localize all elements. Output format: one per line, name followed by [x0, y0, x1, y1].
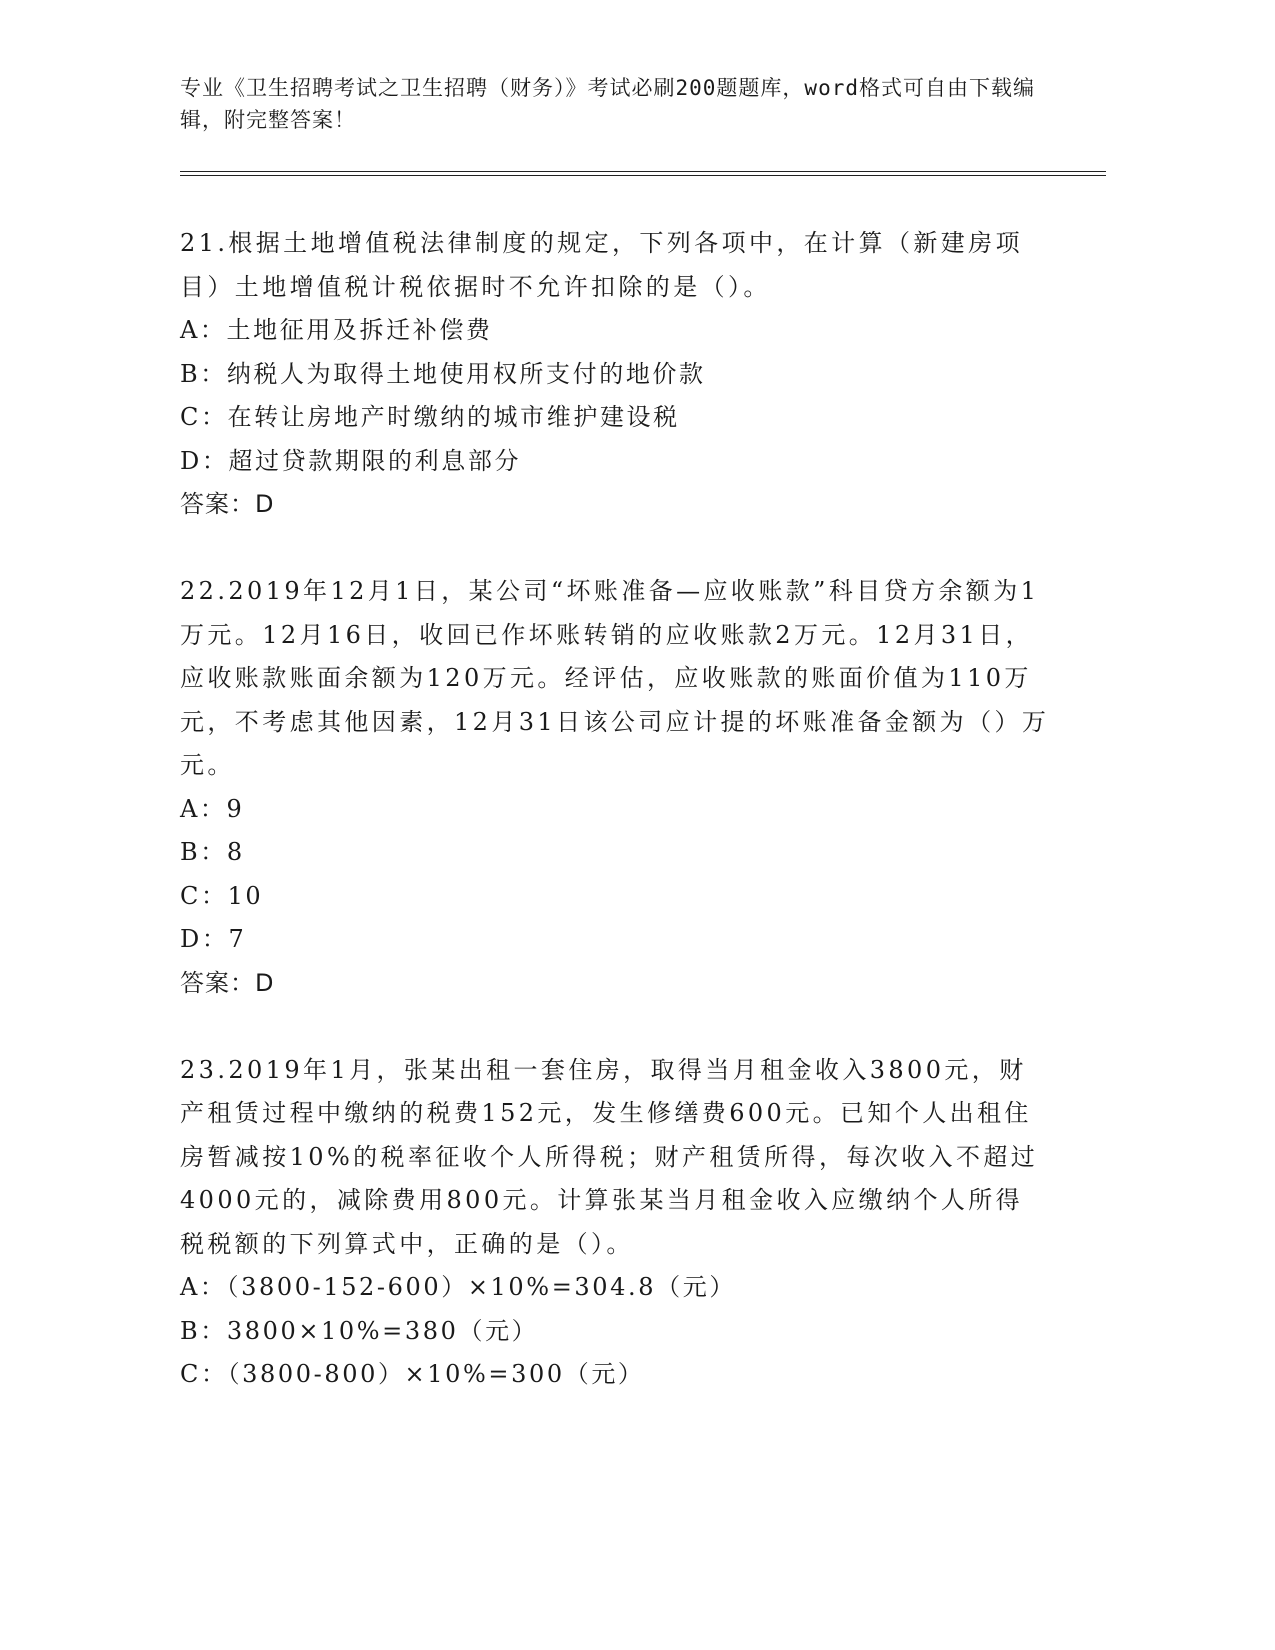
- question-text: 21.根据土地增值税法律制度的规定，下列各项中，在计算（新建房项目）土地增值税计税依据时不允许扣除的是（）。: [180, 229, 1023, 301]
- header-rule-bottom: [180, 175, 1106, 176]
- question-list: [180, 222, 1050, 1397]
- question-22: [180, 570, 1050, 1005]
- document-intro: 专业《卫生招聘考试之卫生招聘（财务）》考试必刷200题题库，word格式可自由下载编辑，附完整答案！: [180, 76, 1035, 132]
- option-a: A：土地征用及拆迁补偿费: [180, 316, 493, 344]
- option-c: C：在转让房地产时缴纳的城市维护建设税: [180, 403, 680, 431]
- question-text: 22.2019年12月1日，某公司“坏账准备—应收账款”科目贷方余额为1万元。12月16日，收回已作坏账转销的应收账款2万元。12月31日，应收账款账面余额为120万元。经评估，应收账款的账面价值为110万元，不考虑其他因素，12月31日该公司应计提的坏账准备金额为（）万元。: [180, 577, 1050, 779]
- option-c: C：10: [180, 881, 264, 910]
- option-a: A：（3800-152-600）×10%=304.8（元）: [180, 1273, 736, 1301]
- option-b: B：8: [180, 838, 245, 866]
- question-spacer: [180, 1005, 1050, 1049]
- question-21: [180, 222, 1050, 527]
- question-text: 23.2019年1月，张某出租一套住房，取得当月租金收入3800元，财产租赁过程中缴纳的税费152元，发生修缮费600元。已知个人出租住房暂减按10%的税率征收个人所得税；财产租赁所得，每次收入不超过4000元的，减除费用800元。计算张某当月租金收入应缴纳个人所得税税额的下列算式中，正确的是（）。: [180, 1055, 1039, 1258]
- option-d: D：7: [180, 925, 247, 953]
- answer: 答案：D: [180, 490, 275, 518]
- answer: 答案：D: [180, 968, 275, 997]
- header-rule-top: [180, 171, 1106, 172]
- question-23: [180, 1049, 1050, 1397]
- option-b: B：纳税人为取得土地使用权所支付的地价款: [180, 359, 706, 388]
- option-b: B：3800×10%=380（元）: [180, 1316, 539, 1345]
- option-d: D：超过贷款期限的利息部分: [180, 446, 522, 475]
- option-c: C：（3800-800）×10%=300（元）: [180, 1360, 645, 1388]
- question-spacer: [180, 527, 1050, 571]
- option-a: A：9: [180, 794, 245, 823]
